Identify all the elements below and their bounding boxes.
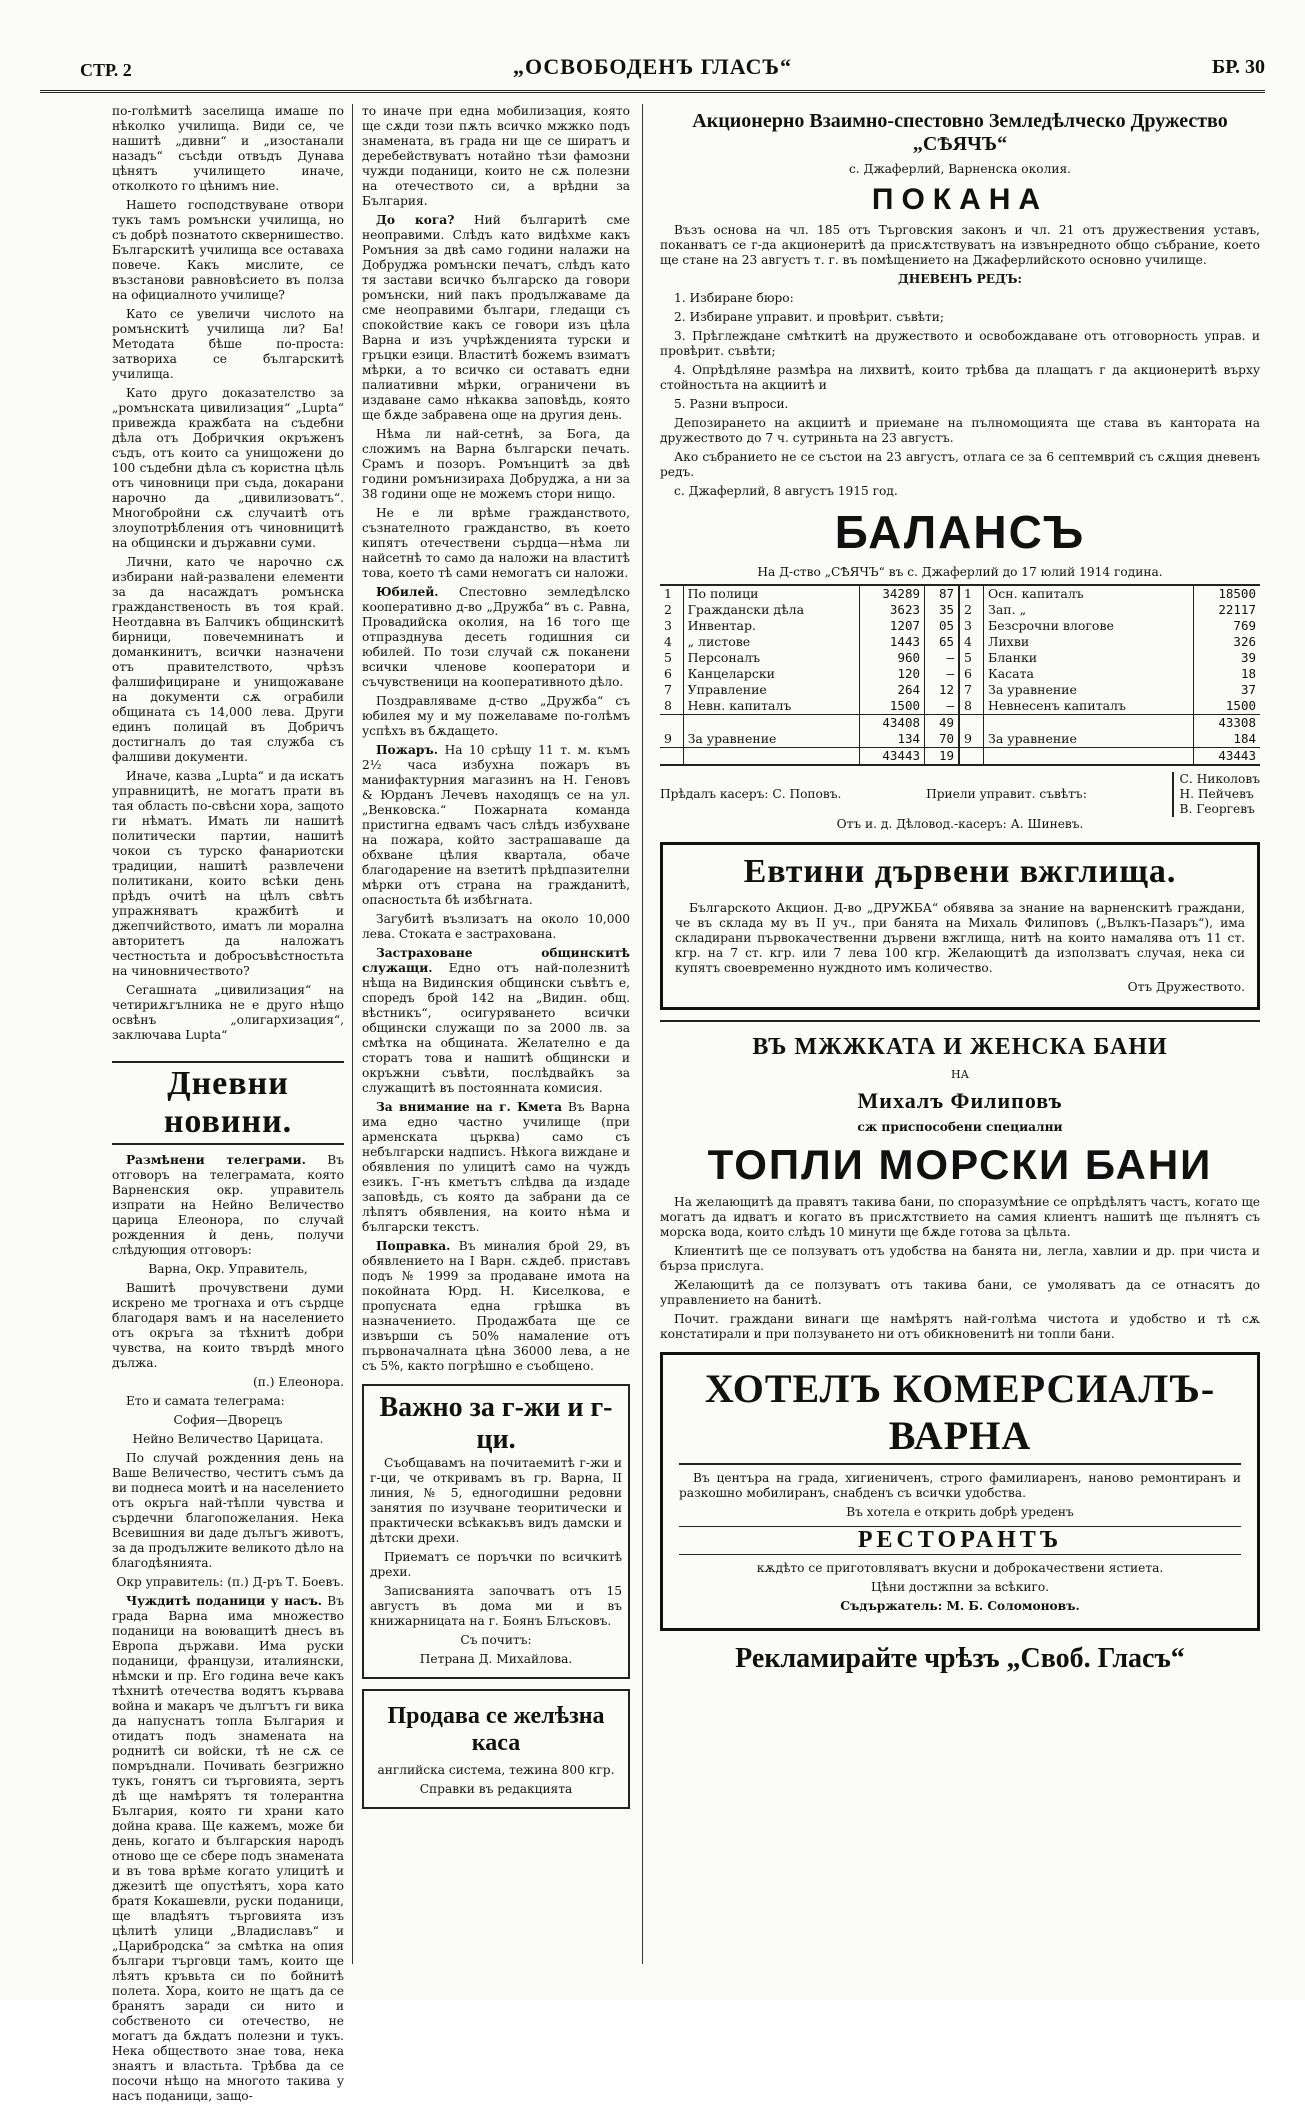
balance-cell: 1207 xyxy=(859,618,924,634)
balance-cell: 6 xyxy=(964,666,972,681)
balance-cell: 184 xyxy=(1194,731,1260,748)
balance-row xyxy=(960,698,1260,715)
column-divider xyxy=(642,104,643,1964)
ad-text: Съобщавамъ на почитаемитѣ г-жи и г-ци, че откривамъ въ гр. Варна, II линия, № 5, едногодишни редовни занятия по изучване теоритически и практически всѣкакъвъ видъ дамски и дѣтски дрехи. xyxy=(370,1456,622,1545)
article-paragraph: Нѣма ли най-сетнѣ, за Бога, да сложимъ на Варна български печать. Срамъ и позоръ. Ромънцитѣ за двѣ години ромънизираха Добруджа, а ни за 38 години още не можемъ стори нищо. xyxy=(362,427,630,501)
article-paragraph: по-голѣмитѣ заселища имаше по нѣколко училища. Види се, че нашитѣ „дивни“ и „изостанали назадъ“ съсѣди отвъдъ Дунава цѣнятъ училището иначе, отколкото го цѣнимъ ние. xyxy=(112,104,344,193)
balance-cell: За уравнение xyxy=(984,682,1194,698)
balance-row xyxy=(660,666,959,682)
hotel-text: Въ центъра на града, хигиениченъ, строго фамилиаренъ, наново ремонтиранъ и разкошно мобилиранъ, снабденъ съ всички удобства. xyxy=(679,1471,1241,1500)
hotel-text: Въ хотела е открить добрѣ уреденъ xyxy=(846,1505,1074,1519)
ad-text: английска система, тежина 800 кгр. xyxy=(377,1763,615,1777)
agenda-item: 1. Избиране бюро: xyxy=(674,291,794,305)
agenda-item: 3. Прѣглеждане смѣткитѣ на дружеството и освобождаване отъ отговорность управ. и провѣрит. съвѣти; xyxy=(660,329,1260,358)
telegram-body: По случай рожденния день на Ваше Величество, честитъ съмъ да ви поднеса моитѣ и на населението отъ окръга най-тѣпли чувства и сърдечни благопожелания. Нека Всевишния ви даде дълъгъ животъ, за да продължите великото дѣло на благодѣянията. xyxy=(112,1451,344,1570)
news-text: Въ Варна има едно частно училище (при арменската църква) само съ небългарски надписъ. Нѣкога виждане и обявления по улицитѣ само на чуждъ езикъ. Г-нъ кметътъ слѣдва да издаде заповѣдь, съ която да забрани да се лѣпятъ обявления, на които нѣма и български текстъ. xyxy=(362,1100,631,1234)
balance-cell: 70 xyxy=(925,731,959,748)
balance-cell: Бланки xyxy=(984,650,1194,666)
balance-cell: Канцеларски xyxy=(683,666,859,682)
balance-cell: „ листове xyxy=(683,634,859,650)
news-text: Спестовно земледѣлско кооперативно д-во „Дружба“ въ с. Равна, Провадийска околия, на 16 того ще отпразднува десеть годишния си юбилей. По този случай сѫ поканени всички членове кооператори и съчувственици на кооперативното дѣло. xyxy=(362,585,630,689)
balance-signatures xyxy=(660,772,1260,817)
invitation-title: ПОКАНА xyxy=(871,183,1049,216)
ad-title: Евтини дървени вжглища. xyxy=(743,853,1177,890)
balance-cell xyxy=(660,748,683,765)
ad-text: Приематъ се поръчки по всичкитѣ дрехи. xyxy=(370,1550,622,1579)
balance-cell: 22117 xyxy=(1194,602,1260,618)
page-number: СТР. 2 xyxy=(80,60,132,80)
balance-cell: Невнесенъ капиталъ xyxy=(984,698,1194,715)
article-paragraph: Поздравляваме д-ство „Дружба“ съ юбилея му и му пожелаваме по-голѣмъ успѣхъ въ бѫдащето. xyxy=(362,694,630,738)
article-paragraph: Иначе, казва „Lupta“ и да искатъ управницитѣ, не могатъ прати въ тая область по-свѣсни хора, защото ги нѣматъ. Имать ли нашитѣ политически партии, нашитѣ чокои съ турско фанариотски традиции, нашитѣ развлечени политикани, които всѣки день прѣдъ очитѣ на цѣлъ свѣтъ упражняватъ кражбитѣ и джепчийството, иматъ ли морална авторитетъ да наложатъ честностьта и добросъвѣстностьта на чиновничеството? xyxy=(112,769,344,978)
ad-line: НА xyxy=(951,1068,969,1081)
ad-signature: Петрана Д. Михайлова. xyxy=(419,1652,573,1666)
balance-liabilities xyxy=(960,586,1260,764)
hotel-title: ХОТЕЛЪ КОМЕРСИАЛЪ-ВАРНА xyxy=(679,1365,1241,1465)
balance-cell: 120 xyxy=(859,666,924,682)
balance-cell: 19 xyxy=(925,748,959,765)
board-member: С. Николовъ xyxy=(1179,772,1260,786)
balance-row xyxy=(660,715,959,732)
balance-row xyxy=(960,731,1260,748)
balance-cell xyxy=(984,715,1194,732)
ad-headline: ТОПЛИ МОРСКИ БАНИ xyxy=(707,1141,1213,1188)
balance-row xyxy=(960,715,1260,732)
telegram-to: Нейно Величество Царицата. xyxy=(132,1432,324,1446)
balance-subtitle: На Д-ство „СѢЯЧЪ“ въ с. Джаферлий до 17 юлий 1914 година. xyxy=(757,565,1163,579)
page-header xyxy=(40,54,1265,93)
balance-cell: 3 xyxy=(964,618,972,633)
news-item xyxy=(362,743,630,908)
balance-cell: 8 xyxy=(664,698,672,713)
ad-text: Почит. граждани винаги ще намѣрятъ най-голѣма чистота и удобство и тѣ сѫ констатирали и при ползуването ни отъ обикновенитѣ ни топли бани. xyxy=(660,1312,1260,1341)
column-2 xyxy=(362,104,630,1819)
balance-cell xyxy=(683,715,859,732)
invitation-text: Възъ основа на чл. 185 отъ Търговския законъ и чл. 21 отъ дружествения уставъ, поканватъ се г-да акционеритѣ да присѫтствуватъ на извънредното общо събрание, което ще стане на 23 августъ т. г. въ помѣщението на Джаферлийското основно училище. xyxy=(660,223,1260,267)
ad-signature: Отъ Дружеството. xyxy=(1127,980,1245,994)
balance-cell: 1 xyxy=(664,586,672,601)
ad-text: Българското Акцион. Д-во „ДРУЖБА“ обявява за знание на варненскитѣ граждани, че въ склада му въ II уч., при банята на Михаль Филиповъ („Вълкъ-Пазаръ“), има складирани първокачественни дървени вжглища, нитѣ на които намалява отъ 11 ст. кгр. на 7 ст. кгр. или 7 лева 100 кгр. Желающитѣ да използватъ случая, нека си купятъ своевременно нуждното имъ количество. xyxy=(675,901,1245,975)
agenda-item: 5. Разни въпроси. xyxy=(674,397,789,411)
balance-cell: 2 xyxy=(664,602,672,617)
ad-box-dressmaking xyxy=(362,1384,630,1679)
balance-cell xyxy=(984,748,1194,765)
balance-title: БАЛАНСЪ xyxy=(834,506,1086,558)
balance-cell: 05 xyxy=(925,618,959,634)
ad-coal xyxy=(660,842,1260,1010)
balance-sheet xyxy=(660,584,1260,766)
advertise-slogan: Рекламирайте чрѣзъ „Своб. Гласъ“ xyxy=(735,1643,1185,1674)
news-text: Ний българитѣ сме неоправими. Слѣдъ като видѣхме какъ Ромъния за двѣ само години налажи на Добруджа ромънски печатъ, слѣдъ като тя застави всичко българско да говори ромънски, ний пакъ продължаваме да сме неоправими българи, гледащи съ спокойствие какъ се говори изъ цѣла Варна и изъ учрѣжденията турски и гръцки езици. Властитѣ божемъ взиматъ мѣрки, а то всичко си оставатъ едни палиативни мѣрки, ограничени въ издаване само нѣкаква заповѣдь, която ще бѫде забравена още на другия день. xyxy=(362,213,630,422)
clerk-signature: Отъ и. д. Дѣловод.-касеръ: А. Шиневъ. xyxy=(836,817,1084,831)
balance-cell: 43443 xyxy=(859,748,924,765)
balance-row xyxy=(960,682,1260,698)
column-divider xyxy=(352,104,353,1964)
balance-cell: 769 xyxy=(1194,618,1260,634)
ad-box-safe xyxy=(362,1689,630,1809)
article-paragraph: Лични, като че нарочно сѫ избирани най-развалени елементи за да насаждатъ ромънска гражданственость въ тоя край. Неотдавна въ Балчикъ общинскитѣ бирници, повечемнинатъ и доманкинитъ, всички назначени отъ правителството, чрѣзъ фалшифициране и унищожаване на документи сѫ ограбили общината съ 14,000 лева. Други единъ полицай въ Добричъ достигналъ до тая служба съ фалшиви документи. xyxy=(112,555,344,764)
hotel-owner: Съдържатель: М. Б. Соломоновъ. xyxy=(840,1599,1080,1613)
article-paragraph: Нашето господствуване отвори тукъ тамъ ромънски училища, но съ добрѣ познатото сквернишество. Българскитѣ училища все оставаха повече. Какъ мислите, се възстанови равновѣсието въ полза на официалното училище? xyxy=(112,198,344,302)
balance-cell xyxy=(960,715,984,732)
ad-hotel xyxy=(660,1352,1260,1631)
news-item xyxy=(362,1100,630,1235)
ad-text: Справки въ редакцията xyxy=(419,1782,573,1796)
ad-text: Записванията започватъ отъ 15 августъ въ дома ми и въ книжарницата на г. Боянъ Блъсковъ. xyxy=(370,1584,622,1628)
balance-cell: 87 xyxy=(925,586,959,602)
balance-row xyxy=(660,682,959,698)
article-paragraph: Като друго доказателство за „ромънската цивилизация“ „Lupta“ привежда кражбата на съдебни дѣла отъ Добричкия окръженъ съдъ, отъ които са унищожени до 100 съдебни дѣла съ користна цѣль отъ чиновници при съда, докарани нарочно да „цивилизоватъ“. Многобройни сѫ случаитѣ отъ злоупотрѣбления отъ чиновницитѣ на общински и държавни суми. xyxy=(112,386,344,550)
telegram-address: Варна, Окр. Управитель, xyxy=(148,1262,308,1276)
balance-row xyxy=(960,602,1260,618)
balance-cell: 1500 xyxy=(1194,698,1260,715)
news-headline: Размѣнени телеграми. xyxy=(126,1153,306,1167)
ad-signature: Съ почитъ: xyxy=(460,1633,532,1647)
balance-cell: Лихви xyxy=(984,634,1194,650)
news-item xyxy=(362,213,630,423)
column-1 xyxy=(112,104,344,2108)
balance-cell: 34289 xyxy=(859,586,924,602)
news-headline: Пожаръ. xyxy=(376,743,438,757)
news-text: Въ миналия брой 29, въ обявлението на I Варн. сѫдеб. приставъ подъ № 1999 за продаване имота на покойната Юрд. Н. Киселкова, е пропусната една грѣшка въ назначението. Продажбата ще се извърши съ 50% намаление отъ първоначалната цѣна 36000 лева, а не съ 5%, както погрѣшно е съобщено. xyxy=(362,1239,630,1373)
article-paragraph: Загубитѣ възлизатъ на около 10,000 лева. Стоката е застрахована. xyxy=(362,912,630,941)
balance-row xyxy=(660,650,959,666)
balance-row xyxy=(960,666,1260,682)
news-text: Въ отговоръ на телеграмата, която Варненския окр. управитель изпрати на Нейно Величество царица Елеонора, по случай рожденния ѝ день, получи слѣдующия отговоръ: xyxy=(112,1153,344,1257)
ad-baths xyxy=(660,1020,1260,1342)
balance-cell: Касата xyxy=(984,666,1194,682)
news-item xyxy=(362,585,630,690)
agenda-item: 2. Избиране управит. и провѣрит. съвѣти; xyxy=(674,310,944,324)
balance-row xyxy=(660,618,959,634)
balance-cell xyxy=(960,748,984,765)
balance-cell: Невн. капиталъ xyxy=(683,698,859,715)
article-paragraph: то иначе при една мобилизация, която ще сѫди този пѫть всичко мжжко подъ знамената, въ града ни ще се ширатъ и деребействуватъ нотайно тѣзи фамозни чужди поданици, които не сѫ полезни на отечеството си, а врѣдни за България. xyxy=(362,104,630,208)
cooperative-subtitle: с. Джаферлий, Варненска околия. xyxy=(848,162,1072,176)
news-item xyxy=(112,1153,344,1258)
balance-cell: 1443 xyxy=(859,634,924,650)
balance-cell: 8 xyxy=(964,698,972,713)
section-heading: Дневни новини. xyxy=(112,1061,344,1145)
board-signature: Приели управит. съвѣтъ: xyxy=(926,787,1087,801)
news-text: На 10 срѣщу 11 т. м. къмъ 2½ часа избухна пожаръ въ манифактурния магазинъ на Н. Геновъ & Юрданъ Лечевъ находящъ се на ул. „Венковска.“ Пожарната команда пристигна едвамъ часъ слѣдъ избухване на пожара, който застрашаваше да обхване цѣлия квартала, обаче благодарение на взетитѣ прѣдпазителни мѣрки отъ страна на гражданитѣ, опасностьта бѣ избѣгната. xyxy=(362,743,631,907)
balance-cell: 264 xyxy=(859,682,924,698)
balance-cell: 43443 xyxy=(1194,748,1260,765)
balance-cell: 134 xyxy=(859,731,924,748)
newspaper-title: „ОСВОБОДЕНЪ ГЛАСЪ“ xyxy=(512,54,792,79)
balance-cell: 7 xyxy=(664,682,672,697)
ad-title: Продава се желѣзна каса xyxy=(387,1703,605,1756)
balance-cell: 2 xyxy=(964,602,972,617)
balance-cell: 4 xyxy=(964,634,972,649)
balance-cell: Осн. капиталъ xyxy=(984,586,1194,602)
cashier-signature: Прѣдалъ касеръ: С. Поповъ. xyxy=(660,787,842,801)
issue-number: БР. 30 xyxy=(1212,56,1265,78)
balance-cell: — xyxy=(925,698,959,715)
balance-row xyxy=(660,634,959,650)
balance-cell: 18500 xyxy=(1194,586,1260,602)
balance-cell: 4 xyxy=(664,634,672,649)
hotel-text: Цѣни достжпни за всѣкиго. xyxy=(870,1580,1050,1594)
article-paragraph: Не е ли врѣме гражданството, съзнателното гражданство, въ което кипятъ отечествени сърдца—нѣма ли найсетнѣ то само да наложи на властитѣ това, което тѣ сами немогатъ си наложи. xyxy=(362,506,630,580)
ad-text: Желающитѣ да се ползуватъ отъ такива бани, се умоляватъ да се отнасятъ до управлението на банитѣ. xyxy=(660,1278,1260,1307)
balance-cell: 1500 xyxy=(859,698,924,715)
news-item xyxy=(362,1239,630,1374)
balance-row xyxy=(660,698,959,715)
balance-cell: 39 xyxy=(1194,650,1260,666)
column-3 xyxy=(660,104,1260,1681)
balance-cell: 9 xyxy=(964,731,972,746)
balance-cell: За уравнение xyxy=(683,731,859,748)
balance-cell: 65 xyxy=(925,634,959,650)
agenda-list xyxy=(660,291,1260,412)
news-headline: Поправка. xyxy=(376,1239,451,1253)
balance-cell: — xyxy=(925,666,959,682)
news-text: Едно отъ най-полезнитѣ нѣща на Видинския общински съвѣтъ е, споредъ брой 142 на „Видин. общ. вѣстникъ“, осигуряването всички общински служащи по за 2000 лв. за смѣтка на общината. Желателно е да сторатъ това и нашитѣ общински и окръжни съвѣти, послѣдвайкъ за служащитѣ въ постоянната комисия. xyxy=(362,961,630,1095)
hotel-restaurant: РЕСТОРАНТЪ xyxy=(679,1526,1241,1555)
balance-cell: 43408 xyxy=(859,715,924,732)
balance-cell: 18 xyxy=(1194,666,1260,682)
balance-cell xyxy=(660,715,683,732)
news-headline: Чуждитѣ поданици у насъ. xyxy=(126,1594,323,1608)
news-headline: Юбилей. xyxy=(376,585,439,599)
agenda-item: 4. Опрѣдѣляне размѣра на лихвитѣ, които трѣбва да плащатъ г да акционеритѣ върху стойностьта на акциитѣ и xyxy=(660,363,1260,392)
telegram-signature: (п.) Елеонора. xyxy=(253,1375,344,1389)
balance-cell: 37 xyxy=(1194,682,1260,698)
board-member: В. Георгевъ xyxy=(1179,802,1255,816)
balance-cell: 12 xyxy=(925,682,959,698)
balance-row xyxy=(960,748,1260,765)
balance-cell: 43308 xyxy=(1194,715,1260,732)
ad-title: Важно за г-жи и г-ци. xyxy=(379,1392,613,1455)
balance-cell: 7 xyxy=(964,682,972,697)
balance-cell: За уравнение xyxy=(984,731,1194,748)
telegram-to: София—Дворецъ xyxy=(173,1413,283,1427)
balance-cell: 35 xyxy=(925,602,959,618)
balance-cell: 3623 xyxy=(859,602,924,618)
article-paragraph: Сегашната „цивилизация“ на четириѫгълника не е друго нѣщо освѣнъ „олигархизация“, заключава Lupta“ xyxy=(112,983,344,1042)
ad-text: На желающитѣ да правятъ такива бани, по споразумѣние се опрѣдѣлятъ частъ, когато ще могатъ да идватъ и когато въ присѫтствието на самия клиентъ нашитѣ ще пълнятъ съ морска вода, които слѣдъ 10 минути ще бѫде готова за цѣльта. xyxy=(660,1195,1260,1239)
news-item xyxy=(362,946,630,1096)
balance-cell: 326 xyxy=(1194,634,1260,650)
balance-cell: 960 xyxy=(859,650,924,666)
balance-cell xyxy=(683,748,859,765)
balance-cell: Персоналъ xyxy=(683,650,859,666)
invitation-date: с. Джаферлий, 8 августъ 1915 год. xyxy=(674,484,898,498)
invitation-note: Депозирането на акциитѣ и приемане на пълномощията ще става въ кантората на дружеството до 7 ч. сутриньта на 23 августъ. xyxy=(660,416,1260,445)
balance-row xyxy=(960,586,1260,602)
ad-line: сж приспособени специални xyxy=(857,1120,1063,1134)
ad-line: Михалъ Филиповъ xyxy=(857,1088,1063,1113)
balance-cell: 49 xyxy=(925,715,959,732)
news-text: Въ града Варна има множество поданици на воюващитѣ днесъ въ Европа държави. Има руски поданици, французи, италиянски, нѣмски и пр. Его година вече какъ тѣхнитѣ отечества водятъ кървава война и макаръ че дългътъ ги вика да напуснатъ топла България и отидатъ подъ знамената на роднитѣ си войски, тѣ не сѫ се помръднали. Почивать безгрижно тукъ, гонятъ си търговията, зертъ дѣ ще намѣрятъ тя толерантна България, която ги храни като дойна крава. Ще кажемъ, може би день, когато и българския народъ отново ще се сбере подъ знамената и въ това врѣме когато улицитѣ и джезитѣ ще опустѣятъ, хора като братя Кокашевли, руски поданици, ще владѣятъ търговията изъ цѣлитѣ улици „Владиславъ“ и „Царибродска“ за смѣтка на опия българи търговци тамъ, които ще лѣятъ кръвьта си по бойнитѣ полета. Хора, които не щатъ да се бранятъ заради си нито и собственото си отечество, не могатъ да бѫдатъ полезни и тукъ. Нека обществото знае това, нека знаятъ и властьта. Трѣбва да се посочи нѣщо на многото такива у насъ поданици, защо- xyxy=(112,1594,345,2103)
cooperative-title: Акционерно Взаимно-спестовно Земледѣлческо Дружество „СѢЯЧЪ“ xyxy=(692,110,1228,155)
balance-row xyxy=(660,731,959,748)
balance-cell: 3 xyxy=(664,618,672,633)
news-item xyxy=(112,1594,344,2104)
balance-cell: 5 xyxy=(664,650,672,665)
balance-row xyxy=(660,602,959,618)
board-member: Н. Пейчевъ xyxy=(1179,787,1254,801)
balance-cell: 5 xyxy=(964,650,972,665)
telegram-body: Вашитѣ прочувствени думи искрено ме трогнаха и отъ сърдце благодаря вамъ и на населението отъ окръга за тѣхнитѣ добри чувства, на които твърдѣ много дължа. xyxy=(112,1281,344,1370)
balance-cell: Граждански дѣла xyxy=(683,602,859,618)
balance-row xyxy=(660,748,959,765)
telegram-signature: Окр управитель: (п.) Д-ръ Т. Боевъ. xyxy=(116,1575,344,1589)
balance-assets xyxy=(660,586,960,764)
balance-cell: Зап. „ xyxy=(984,602,1194,618)
balance-row xyxy=(660,586,959,602)
balance-cell: Управление xyxy=(683,682,859,698)
balance-cell: По полици xyxy=(683,586,859,602)
news-headline: Застраховане общинскитѣ служащи. xyxy=(362,946,630,975)
balance-cell: 6 xyxy=(664,666,672,681)
news-headline: До кога? xyxy=(376,213,455,227)
balance-cell: 1 xyxy=(964,586,972,601)
agenda-title: ДНЕВЕНЪ РЕДЪ: xyxy=(897,272,1023,286)
balance-cell: 9 xyxy=(664,731,672,746)
hotel-text: кѫдѣто се приготовляватъ вкусни и доброкачествени ястиета. xyxy=(756,1561,1164,1575)
news-headline: За внимание на г. Кмета xyxy=(376,1100,562,1114)
balance-row xyxy=(960,634,1260,650)
telegram-intro: Ето и самата телеграма: xyxy=(126,1394,285,1408)
ad-line: ВЪ МЖЖКАТА И ЖЕНСКА БАНИ xyxy=(752,1034,1168,1060)
ad-text: Клиентитѣ ще се ползуватъ отъ удобства на банята ни, легла, хавлии и др. при чиста и бърза прислуга. xyxy=(660,1244,1260,1273)
balance-row xyxy=(960,618,1260,634)
balance-cell: — xyxy=(925,650,959,666)
invitation-note: Ако събранието не се състои на 23 августъ, отлага се за 6 септемврий съ сѫщия дневенъ редъ. xyxy=(660,450,1260,479)
article-paragraph: Като се увеличи числото на ромънскитѣ училища ли? Ба! Методата бѣше по-проста: затвориха се българскитѣ училища. xyxy=(112,307,344,381)
balance-cell: Инвентар. xyxy=(683,618,859,634)
balance-cell: Безсрочни влогове xyxy=(984,618,1194,634)
board-names xyxy=(1172,772,1260,817)
balance-row xyxy=(960,650,1260,666)
